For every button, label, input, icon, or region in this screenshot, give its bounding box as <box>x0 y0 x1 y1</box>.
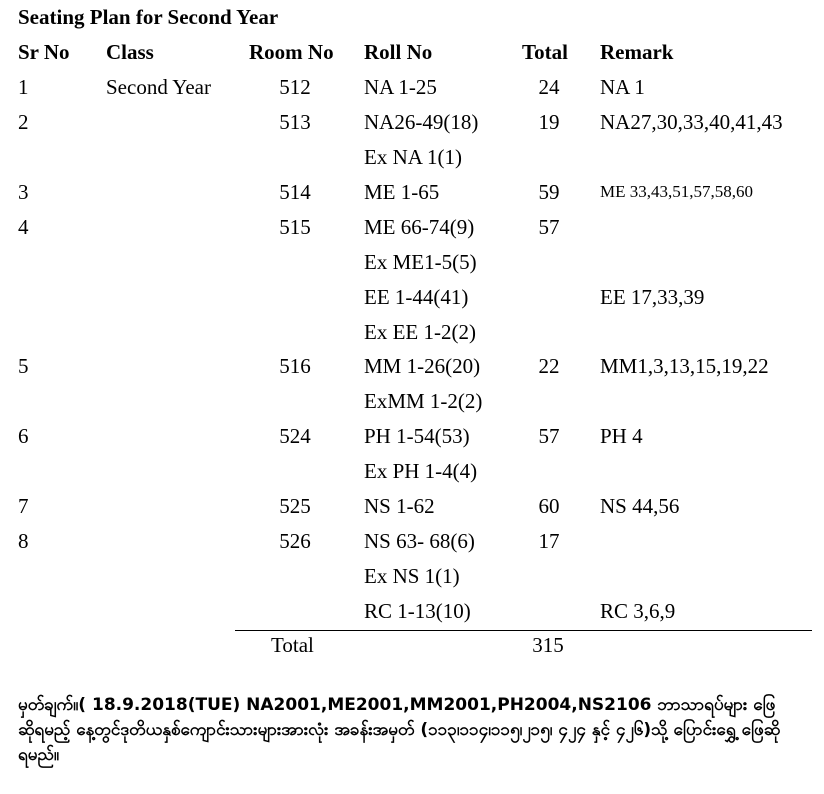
footer-total-label: Total <box>271 633 314 657</box>
cell-sr-no: 3 <box>18 180 29 204</box>
cell-class: Second Year <box>106 75 211 99</box>
cell-sr-no: 4 <box>18 215 29 239</box>
cell-roll-no: ME 1-65 <box>364 180 440 204</box>
cell-total: 22 <box>538 354 560 378</box>
cell-room-no: 512 <box>279 75 311 99</box>
header-sr-no: Sr No <box>18 40 70 64</box>
cell-roll-no: NA26-49(18) <box>364 110 479 134</box>
cell-roll-no: PH 1-54(53) <box>364 424 470 448</box>
header-roll-no: Roll No <box>364 40 433 64</box>
header-remark: Remark <box>600 40 674 64</box>
cell-total: 60 <box>538 494 560 518</box>
cell-room-no: 524 <box>279 424 311 448</box>
cell-remark: NA27,30,33,40,41,43 <box>600 110 783 134</box>
cell-total: 59 <box>538 180 560 204</box>
cell-remark: PH 4 <box>600 424 643 448</box>
cell-roll-no: EE 1-44(41) <box>364 285 469 309</box>
cell-remark: NS 44,56 <box>600 494 680 518</box>
cell-total: 57 <box>538 215 560 239</box>
cell-roll-no: NS 63- 68(6) <box>364 529 475 553</box>
cell-roll-no: NS 1-62 <box>364 494 435 518</box>
header-room-no: Room No <box>249 40 334 64</box>
footer-total-value: 315 <box>532 633 564 657</box>
cell-remark: EE 17,33,39 <box>600 285 705 309</box>
cell-sr-no: 2 <box>18 110 29 134</box>
cell-sr-no: 7 <box>18 494 29 518</box>
cell-sr-no: 6 <box>18 424 29 448</box>
cell-room-no: 525 <box>279 494 311 518</box>
cell-room-no: 526 <box>279 529 311 553</box>
cell-total: 19 <box>538 110 560 134</box>
cell-roll-no: MM 1-26(20) <box>364 354 481 378</box>
header-class: Class <box>106 40 154 64</box>
cell-roll-no: Ex NA 1(1) <box>364 145 462 169</box>
cell-total: 17 <box>538 529 560 553</box>
cell-roll-no: Ex PH 1-4(4) <box>364 459 478 483</box>
cell-roll-no: Ex EE 1-2(2) <box>364 320 476 344</box>
cell-total: 24 <box>538 75 560 99</box>
cell-roll-no: ExMM 1-2(2) <box>364 389 483 413</box>
cell-roll-no: Ex NS 1(1) <box>364 564 460 588</box>
cell-remark: RC 3,6,9 <box>600 599 676 623</box>
cell-room-no: 515 <box>279 215 311 239</box>
cell-remark: ME 33,43,51,57,58,60 <box>600 182 753 201</box>
header-total: Total <box>522 40 568 64</box>
cell-roll-no: ME 66-74(9) <box>364 215 475 239</box>
cell-roll-no: Ex ME1-5(5) <box>364 250 477 274</box>
cell-remark: MM1,3,13,15,19,22 <box>600 354 769 378</box>
cell-room-no: 514 <box>279 180 311 204</box>
cell-remark: NA 1 <box>600 75 645 99</box>
page-title: Seating Plan for Second Year <box>18 5 279 29</box>
cell-sr-no: 1 <box>18 75 29 99</box>
footnote: မှတ်ချက်။( 18.9.2018(TUE) NA2001,ME2001,MM2001,PH2004,NS2106 ဘာသာရပ်များ ဖြေဆိုရမည့် နေ့တွင်ဒုတိယနှစ်ကျောင်းသားများအားလုံး အခန်းအမှတ် (၁၁၃၊၁၁၄၊၁၁၅၊၂၁၅၊ ၄၂၄ နှင့် ၄၂၆)သို့ ပြောင်းရွှေ့ ဖြေဆို ရမည်။ <box>18 695 781 765</box>
cell-room-no: 513 <box>279 110 311 134</box>
cell-sr-no: 8 <box>18 529 29 553</box>
cell-room-no: 516 <box>279 354 311 378</box>
cell-sr-no: 5 <box>18 354 29 378</box>
total-divider <box>235 630 812 631</box>
cell-total: 57 <box>538 424 560 448</box>
cell-roll-no: RC 1-13(10) <box>364 599 471 623</box>
cell-roll-no: NA 1-25 <box>364 75 437 99</box>
